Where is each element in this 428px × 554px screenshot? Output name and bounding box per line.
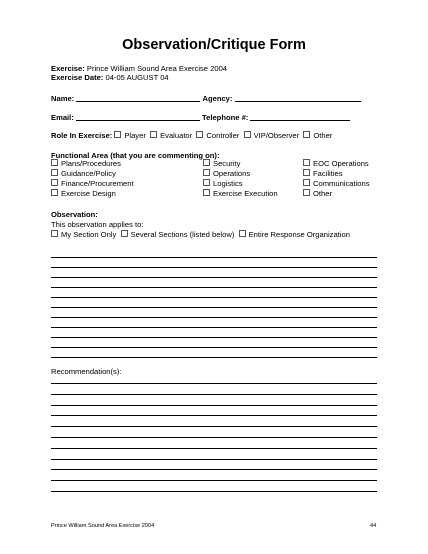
- functional-column-2: [203, 159, 278, 199]
- functional-option[interactable]: EOC Operations: [303, 159, 370, 169]
- writing-line[interactable]: [51, 317, 377, 318]
- writing-line[interactable]: [51, 297, 377, 298]
- agency-label: Agency:: [202, 94, 233, 103]
- checkbox-icon[interactable]: [244, 131, 251, 138]
- role-option-evaluator[interactable]: Evaluator: [150, 131, 192, 140]
- footer-exercise-name: Prince William Sound Area Exercise 2004: [51, 523, 155, 529]
- writing-line[interactable]: [51, 469, 377, 470]
- name-agency-line: [51, 94, 361, 103]
- role-option-player[interactable]: Player: [114, 131, 146, 140]
- email-label: Email:: [51, 113, 74, 122]
- functional-option[interactable]: Operations: [203, 169, 278, 179]
- checkbox-icon[interactable]: [51, 230, 58, 237]
- writing-line[interactable]: [51, 383, 377, 384]
- writing-line[interactable]: [51, 327, 377, 328]
- role-line: [51, 131, 332, 140]
- checkbox-icon[interactable]: [303, 189, 310, 196]
- checkbox-icon[interactable]: [203, 179, 210, 186]
- checkbox-icon[interactable]: [196, 131, 203, 138]
- writing-line[interactable]: [51, 287, 377, 288]
- functional-option[interactable]: Other: [303, 189, 370, 199]
- exercise-value: Prince William Sound Area Exercise 2004: [86, 64, 228, 73]
- writing-line[interactable]: [51, 459, 377, 460]
- applies-option-several-sections[interactable]: Several Sections (listed below): [121, 230, 235, 239]
- writing-line[interactable]: [51, 448, 377, 449]
- checkbox-icon[interactable]: [51, 189, 58, 196]
- name-field[interactable]: [76, 94, 200, 102]
- functional-option[interactable]: Plans/Procedures: [51, 159, 134, 169]
- writing-line[interactable]: [51, 405, 377, 406]
- functional-option[interactable]: Exercise Execution: [203, 189, 278, 199]
- applies-to-label: This observation applies to:: [51, 220, 144, 229]
- writing-line[interactable]: [51, 277, 377, 278]
- checkbox-icon[interactable]: [121, 230, 128, 237]
- email-field[interactable]: [76, 113, 200, 121]
- applies-option-entire-organization[interactable]: Entire Response Organization: [239, 230, 350, 239]
- exercise-line: [51, 64, 227, 73]
- writing-line[interactable]: [51, 480, 377, 481]
- functional-area-label: Functional Area (that you are commenting on):: [51, 151, 220, 160]
- page-number: 44: [370, 523, 377, 529]
- telephone-field[interactable]: [250, 113, 350, 121]
- writing-line[interactable]: [51, 267, 377, 268]
- checkbox-icon[interactable]: [203, 159, 210, 166]
- role-option-vip-observer[interactable]: VIP/Observer: [244, 131, 300, 140]
- checkbox-icon[interactable]: [51, 159, 58, 166]
- writing-line[interactable]: [51, 426, 377, 427]
- checkbox-icon[interactable]: [239, 230, 246, 237]
- checkbox-icon[interactable]: [51, 179, 58, 186]
- checkbox-icon[interactable]: [303, 169, 310, 176]
- telephone-label: Telephone #:: [202, 113, 249, 122]
- checkbox-icon[interactable]: [303, 159, 310, 166]
- writing-line[interactable]: [51, 257, 377, 258]
- exercise-date-value: 04-05 AUGUST 04: [105, 73, 169, 82]
- role-option-other[interactable]: Other: [303, 131, 332, 140]
- functional-option[interactable]: Finance/Procurement: [51, 179, 134, 189]
- recommendation-label: Recommendation(s):: [51, 367, 122, 376]
- applies-options-line: [51, 230, 350, 239]
- functional-column-3: [303, 159, 370, 199]
- writing-line[interactable]: [51, 491, 377, 492]
- functional-option[interactable]: Guidance/Policy: [51, 169, 134, 179]
- functional-option[interactable]: Logistics: [203, 179, 278, 189]
- writing-line[interactable]: [51, 437, 377, 438]
- writing-line[interactable]: [51, 307, 377, 308]
- exercise-date-line: [51, 73, 169, 82]
- checkbox-icon[interactable]: [303, 131, 310, 138]
- role-option-controller[interactable]: Controller: [196, 131, 239, 140]
- name-label: Name:: [51, 94, 75, 103]
- observation-label: Observation:: [51, 210, 98, 219]
- checkbox-icon[interactable]: [203, 169, 210, 176]
- writing-line[interactable]: [51, 394, 377, 395]
- form-title: Observation/Critique Form: [122, 37, 306, 53]
- agency-field[interactable]: [235, 94, 361, 102]
- checkbox-icon[interactable]: [150, 131, 157, 138]
- functional-option[interactable]: Exercise Design: [51, 189, 134, 199]
- functional-option[interactable]: Communications: [303, 179, 370, 189]
- email-telephone-line: [51, 113, 350, 122]
- checkbox-icon[interactable]: [114, 131, 121, 138]
- checkbox-icon[interactable]: [203, 189, 210, 196]
- writing-line[interactable]: [51, 415, 377, 416]
- exercise-label: Exercise:: [51, 64, 85, 73]
- functional-option[interactable]: Facilities: [303, 169, 370, 179]
- writing-line[interactable]: [51, 347, 377, 348]
- applies-option-my-section[interactable]: My Section Only: [51, 230, 116, 239]
- writing-line[interactable]: [51, 337, 377, 338]
- checkbox-icon[interactable]: [303, 179, 310, 186]
- functional-column-1: [51, 159, 134, 199]
- role-label: Role In Exercise:: [51, 131, 113, 140]
- functional-option[interactable]: Security: [203, 159, 278, 169]
- exercise-date-label: Exercise Date:: [51, 73, 104, 82]
- checkbox-icon[interactable]: [51, 169, 58, 176]
- writing-line[interactable]: [51, 357, 377, 358]
